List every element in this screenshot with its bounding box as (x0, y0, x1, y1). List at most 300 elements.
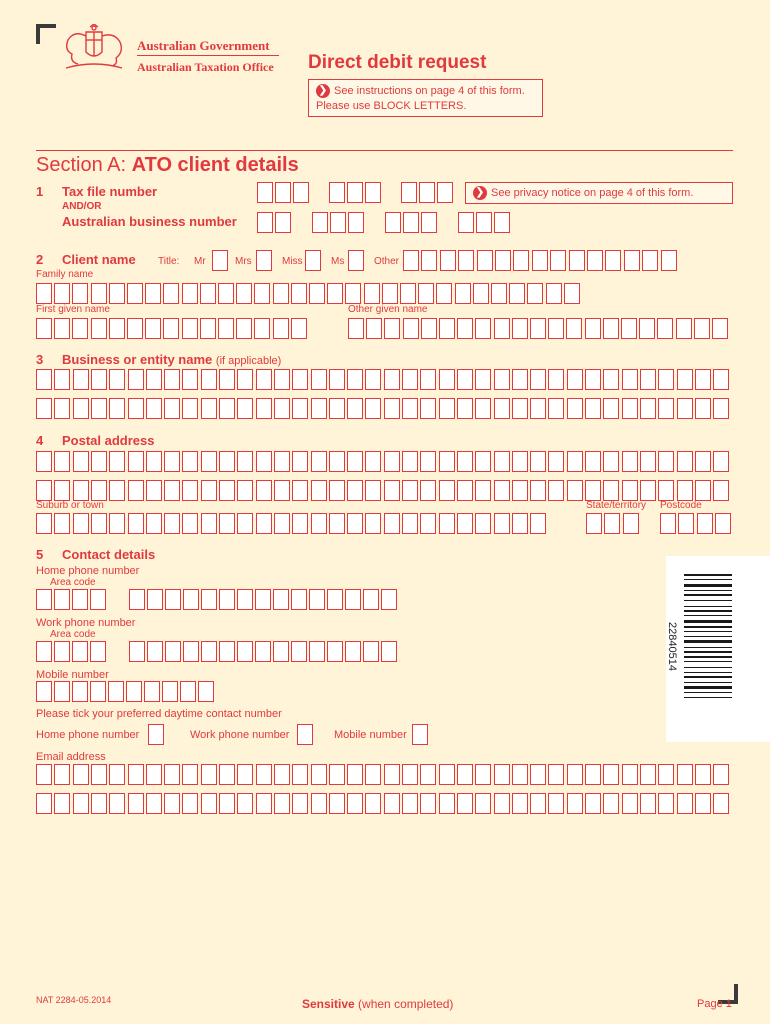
char-box[interactable] (604, 513, 620, 534)
char-box[interactable] (585, 480, 601, 501)
char-box[interactable] (530, 480, 546, 501)
char-box[interactable] (147, 589, 163, 610)
char-box[interactable] (385, 212, 401, 233)
char-box[interactable] (73, 513, 89, 534)
char-box[interactable] (237, 513, 253, 534)
char-box[interactable] (365, 451, 381, 472)
char-box[interactable] (291, 641, 307, 662)
char-box[interactable] (384, 398, 400, 419)
char-box[interactable] (622, 451, 638, 472)
char-box[interactable] (164, 480, 180, 501)
char-box[interactable] (90, 589, 106, 610)
char-box[interactable] (457, 513, 473, 534)
char-box[interactable] (402, 513, 418, 534)
char-box[interactable] (494, 793, 510, 814)
char-box[interactable] (219, 764, 235, 785)
char-box[interactable] (36, 641, 52, 662)
char-box[interactable] (475, 480, 491, 501)
char-box[interactable] (548, 398, 564, 419)
char-box[interactable] (676, 318, 692, 339)
char-box[interactable] (128, 793, 144, 814)
char-box[interactable] (90, 681, 106, 702)
char-box[interactable] (309, 641, 325, 662)
char-box[interactable] (273, 641, 289, 662)
char-box[interactable] (109, 793, 125, 814)
char-box[interactable] (91, 793, 107, 814)
char-box[interactable] (677, 480, 693, 501)
char-box[interactable] (201, 641, 217, 662)
char-box[interactable] (292, 480, 308, 501)
char-box[interactable] (365, 480, 381, 501)
char-box[interactable] (420, 398, 436, 419)
char-box[interactable] (384, 451, 400, 472)
char-box[interactable] (550, 250, 566, 271)
char-box[interactable] (564, 283, 580, 304)
char-box[interactable] (73, 398, 89, 419)
char-box[interactable] (73, 764, 89, 785)
char-box[interactable] (566, 318, 582, 339)
char-box[interactable] (329, 369, 345, 390)
char-box[interactable] (475, 318, 491, 339)
char-box[interactable] (237, 764, 253, 785)
char-box[interactable] (257, 182, 273, 203)
char-box[interactable] (715, 513, 731, 534)
char-box[interactable] (309, 283, 325, 304)
char-box[interactable] (182, 480, 198, 501)
char-box[interactable] (329, 513, 345, 534)
char-box[interactable] (164, 398, 180, 419)
char-box[interactable] (36, 451, 52, 472)
char-box[interactable] (201, 513, 217, 534)
char-box[interactable] (457, 480, 473, 501)
char-box[interactable] (146, 480, 162, 501)
char-box[interactable] (677, 451, 693, 472)
char-box[interactable] (146, 513, 162, 534)
char-box[interactable] (440, 250, 456, 271)
char-box[interactable] (381, 589, 397, 610)
char-box[interactable] (530, 451, 546, 472)
char-box[interactable] (660, 513, 676, 534)
char-box[interactable] (527, 283, 543, 304)
char-box[interactable] (109, 764, 125, 785)
char-box[interactable] (658, 764, 674, 785)
char-box[interactable] (91, 398, 107, 419)
char-box[interactable] (530, 369, 546, 390)
char-box[interactable] (73, 793, 89, 814)
char-box[interactable] (256, 369, 272, 390)
char-box[interactable] (384, 764, 400, 785)
char-box[interactable] (402, 398, 418, 419)
char-box[interactable] (91, 369, 107, 390)
char-box[interactable] (345, 589, 361, 610)
char-box[interactable] (567, 764, 583, 785)
char-box[interactable] (165, 641, 181, 662)
char-box[interactable] (457, 398, 473, 419)
char-box[interactable] (695, 764, 711, 785)
char-box[interactable] (509, 283, 525, 304)
char-box[interactable] (91, 513, 107, 534)
char-box[interactable] (495, 250, 511, 271)
char-box[interactable] (180, 681, 196, 702)
char-box[interactable] (439, 513, 455, 534)
char-box[interactable] (603, 480, 619, 501)
char-box[interactable] (475, 513, 491, 534)
char-box[interactable] (182, 369, 198, 390)
char-box[interactable] (198, 681, 214, 702)
char-box[interactable] (311, 398, 327, 419)
char-box[interactable] (695, 480, 711, 501)
char-box[interactable] (256, 764, 272, 785)
char-box[interactable] (256, 451, 272, 472)
char-box[interactable] (201, 764, 217, 785)
pref-work-checkbox[interactable] (297, 724, 313, 745)
char-box[interactable] (402, 451, 418, 472)
char-box[interactable] (327, 641, 343, 662)
char-box[interactable] (605, 250, 621, 271)
char-box[interactable] (200, 283, 216, 304)
char-box[interactable] (292, 793, 308, 814)
char-box[interactable] (365, 369, 381, 390)
char-box[interactable] (530, 793, 546, 814)
char-box[interactable] (677, 369, 693, 390)
char-box[interactable] (402, 369, 418, 390)
char-box[interactable] (603, 318, 619, 339)
char-box[interactable] (329, 480, 345, 501)
char-box[interactable] (603, 793, 619, 814)
char-box[interactable] (275, 212, 291, 233)
char-box[interactable] (439, 451, 455, 472)
char-box[interactable] (54, 764, 70, 785)
char-box[interactable] (128, 451, 144, 472)
char-box[interactable] (530, 513, 546, 534)
char-box[interactable] (494, 513, 510, 534)
char-box[interactable] (237, 589, 253, 610)
char-box[interactable] (201, 793, 217, 814)
char-box[interactable] (146, 764, 162, 785)
char-box[interactable] (585, 398, 601, 419)
char-box[interactable] (455, 283, 471, 304)
char-box[interactable] (347, 513, 363, 534)
char-box[interactable] (236, 283, 252, 304)
char-box[interactable] (127, 283, 143, 304)
char-box[interactable] (330, 212, 346, 233)
char-box[interactable] (713, 764, 729, 785)
char-box[interactable] (146, 398, 162, 419)
char-box[interactable] (348, 318, 364, 339)
char-box[interactable] (363, 641, 379, 662)
char-box[interactable] (54, 641, 70, 662)
char-box[interactable] (128, 369, 144, 390)
char-box[interactable] (274, 764, 290, 785)
char-box[interactable] (348, 212, 364, 233)
char-box[interactable] (639, 318, 655, 339)
char-box[interactable] (36, 513, 52, 534)
char-box[interactable] (275, 182, 291, 203)
char-box[interactable] (695, 451, 711, 472)
char-box[interactable] (91, 451, 107, 472)
char-box[interactable] (291, 283, 307, 304)
char-box[interactable] (548, 480, 564, 501)
char-box[interactable] (403, 212, 419, 233)
char-box[interactable] (713, 793, 729, 814)
char-box[interactable] (237, 793, 253, 814)
pref-home-checkbox[interactable] (148, 724, 164, 745)
char-box[interactable] (347, 764, 363, 785)
char-box[interactable] (548, 764, 564, 785)
char-box[interactable] (458, 212, 474, 233)
char-box[interactable] (512, 369, 528, 390)
char-box[interactable] (347, 451, 363, 472)
char-box[interactable] (36, 589, 52, 610)
pref-mobile-checkbox[interactable] (412, 724, 428, 745)
char-box[interactable] (347, 793, 363, 814)
char-box[interactable] (420, 451, 436, 472)
char-box[interactable] (90, 641, 106, 662)
char-box[interactable] (585, 793, 601, 814)
char-box[interactable] (661, 250, 677, 271)
char-box[interactable] (109, 480, 125, 501)
char-box[interactable] (439, 480, 455, 501)
char-box[interactable] (421, 318, 437, 339)
char-box[interactable] (475, 451, 491, 472)
char-box[interactable] (640, 369, 656, 390)
char-box[interactable] (329, 398, 345, 419)
char-box[interactable] (418, 283, 434, 304)
char-box[interactable] (586, 513, 602, 534)
char-box[interactable] (384, 513, 400, 534)
char-box[interactable] (402, 793, 418, 814)
char-box[interactable] (494, 212, 510, 233)
char-box[interactable] (36, 318, 52, 339)
char-box[interactable] (384, 369, 400, 390)
char-box[interactable] (546, 283, 562, 304)
char-box[interactable] (293, 182, 309, 203)
char-box[interactable] (163, 283, 179, 304)
char-box[interactable] (658, 398, 674, 419)
char-box[interactable] (219, 451, 235, 472)
char-box[interactable] (274, 480, 290, 501)
char-box[interactable] (585, 318, 601, 339)
char-box[interactable] (567, 398, 583, 419)
char-box[interactable] (54, 681, 70, 702)
char-box[interactable] (365, 398, 381, 419)
char-box[interactable] (436, 283, 452, 304)
char-box[interactable] (512, 513, 528, 534)
char-box[interactable] (530, 398, 546, 419)
char-box[interactable] (109, 451, 125, 472)
char-box[interactable] (219, 369, 235, 390)
char-box[interactable] (237, 641, 253, 662)
char-box[interactable] (603, 398, 619, 419)
char-box[interactable] (274, 369, 290, 390)
char-box[interactable] (91, 480, 107, 501)
char-box[interactable] (273, 283, 289, 304)
char-box[interactable] (400, 283, 416, 304)
char-box[interactable] (347, 182, 363, 203)
char-box[interactable] (421, 212, 437, 233)
char-box[interactable] (182, 451, 198, 472)
char-box[interactable] (345, 283, 361, 304)
char-box[interactable] (437, 182, 453, 203)
char-box[interactable] (36, 764, 52, 785)
char-box[interactable] (311, 369, 327, 390)
char-box[interactable] (695, 398, 711, 419)
char-box[interactable] (327, 589, 343, 610)
char-box[interactable] (146, 793, 162, 814)
char-box[interactable] (401, 182, 417, 203)
char-box[interactable] (603, 451, 619, 472)
char-box[interactable] (256, 793, 272, 814)
char-box[interactable] (420, 513, 436, 534)
char-box[interactable] (54, 513, 70, 534)
char-box[interactable] (236, 318, 252, 339)
char-box[interactable] (129, 589, 145, 610)
char-box[interactable] (657, 318, 673, 339)
char-box[interactable] (237, 480, 253, 501)
char-box[interactable] (677, 764, 693, 785)
char-box[interactable] (548, 793, 564, 814)
char-box[interactable] (494, 451, 510, 472)
char-box[interactable] (201, 369, 217, 390)
char-box[interactable] (201, 398, 217, 419)
char-box[interactable] (512, 451, 528, 472)
char-box[interactable] (91, 318, 107, 339)
char-box[interactable] (402, 480, 418, 501)
char-box[interactable] (182, 513, 198, 534)
char-box[interactable] (567, 793, 583, 814)
char-box[interactable] (128, 398, 144, 419)
char-box[interactable] (292, 764, 308, 785)
char-box[interactable] (640, 793, 656, 814)
char-box[interactable] (254, 283, 270, 304)
char-box[interactable] (694, 318, 710, 339)
char-box[interactable] (363, 589, 379, 610)
char-box[interactable] (219, 398, 235, 419)
char-box[interactable] (54, 451, 70, 472)
title-mr-checkbox[interactable] (212, 250, 228, 271)
char-box[interactable] (54, 283, 70, 304)
char-box[interactable] (624, 250, 640, 271)
char-box[interactable] (182, 283, 198, 304)
char-box[interactable] (146, 451, 162, 472)
char-box[interactable] (129, 641, 145, 662)
char-box[interactable] (530, 764, 546, 785)
char-box[interactable] (73, 369, 89, 390)
char-box[interactable] (402, 764, 418, 785)
char-box[interactable] (477, 250, 493, 271)
char-box[interactable] (548, 369, 564, 390)
char-box[interactable] (513, 250, 529, 271)
char-box[interactable] (473, 283, 489, 304)
char-box[interactable] (164, 764, 180, 785)
char-box[interactable] (54, 793, 70, 814)
char-box[interactable] (421, 250, 437, 271)
title-miss-checkbox[interactable] (305, 250, 321, 271)
char-box[interactable] (36, 681, 52, 702)
char-box[interactable] (512, 398, 528, 419)
char-box[interactable] (292, 451, 308, 472)
char-box[interactable] (274, 793, 290, 814)
char-box[interactable] (567, 451, 583, 472)
char-box[interactable] (569, 250, 585, 271)
char-box[interactable] (54, 369, 70, 390)
char-box[interactable] (403, 250, 419, 271)
char-box[interactable] (183, 589, 199, 610)
char-box[interactable] (658, 793, 674, 814)
char-box[interactable] (622, 398, 638, 419)
char-box[interactable] (164, 793, 180, 814)
char-box[interactable] (183, 641, 199, 662)
char-box[interactable] (109, 513, 125, 534)
char-box[interactable] (587, 250, 603, 271)
char-box[interactable] (347, 480, 363, 501)
char-box[interactable] (713, 398, 729, 419)
char-box[interactable] (72, 283, 88, 304)
char-box[interactable] (622, 369, 638, 390)
char-box[interactable] (366, 318, 382, 339)
char-box[interactable] (491, 283, 507, 304)
char-box[interactable] (678, 513, 694, 534)
char-box[interactable] (439, 793, 455, 814)
char-box[interactable] (420, 764, 436, 785)
char-box[interactable] (255, 641, 271, 662)
char-box[interactable] (512, 793, 528, 814)
char-box[interactable] (36, 480, 52, 501)
title-mrs-checkbox[interactable] (256, 250, 272, 271)
char-box[interactable] (585, 369, 601, 390)
char-box[interactable] (494, 398, 510, 419)
char-box[interactable] (642, 250, 658, 271)
char-box[interactable] (237, 451, 253, 472)
char-box[interactable] (458, 250, 474, 271)
char-box[interactable] (623, 513, 639, 534)
char-box[interactable] (713, 480, 729, 501)
char-box[interactable] (292, 369, 308, 390)
char-box[interactable] (327, 283, 343, 304)
char-box[interactable] (311, 513, 327, 534)
char-box[interactable] (291, 589, 307, 610)
char-box[interactable] (36, 283, 52, 304)
char-box[interactable] (695, 793, 711, 814)
char-box[interactable] (548, 451, 564, 472)
char-box[interactable] (364, 283, 380, 304)
char-box[interactable] (164, 451, 180, 472)
char-box[interactable] (439, 398, 455, 419)
char-box[interactable] (218, 318, 234, 339)
char-box[interactable] (108, 681, 124, 702)
char-box[interactable] (512, 318, 528, 339)
char-box[interactable] (72, 589, 88, 610)
char-box[interactable] (256, 480, 272, 501)
char-box[interactable] (165, 589, 181, 610)
char-box[interactable] (532, 250, 548, 271)
char-box[interactable] (73, 480, 89, 501)
char-box[interactable] (603, 764, 619, 785)
char-box[interactable] (127, 318, 143, 339)
char-box[interactable] (200, 318, 216, 339)
char-box[interactable] (311, 764, 327, 785)
char-box[interactable] (109, 398, 125, 419)
char-box[interactable] (457, 318, 473, 339)
char-box[interactable] (237, 369, 253, 390)
char-box[interactable] (36, 398, 52, 419)
char-box[interactable] (365, 513, 381, 534)
char-box[interactable] (640, 451, 656, 472)
char-box[interactable] (420, 480, 436, 501)
char-box[interactable] (622, 793, 638, 814)
char-box[interactable] (475, 764, 491, 785)
char-box[interactable] (530, 318, 546, 339)
